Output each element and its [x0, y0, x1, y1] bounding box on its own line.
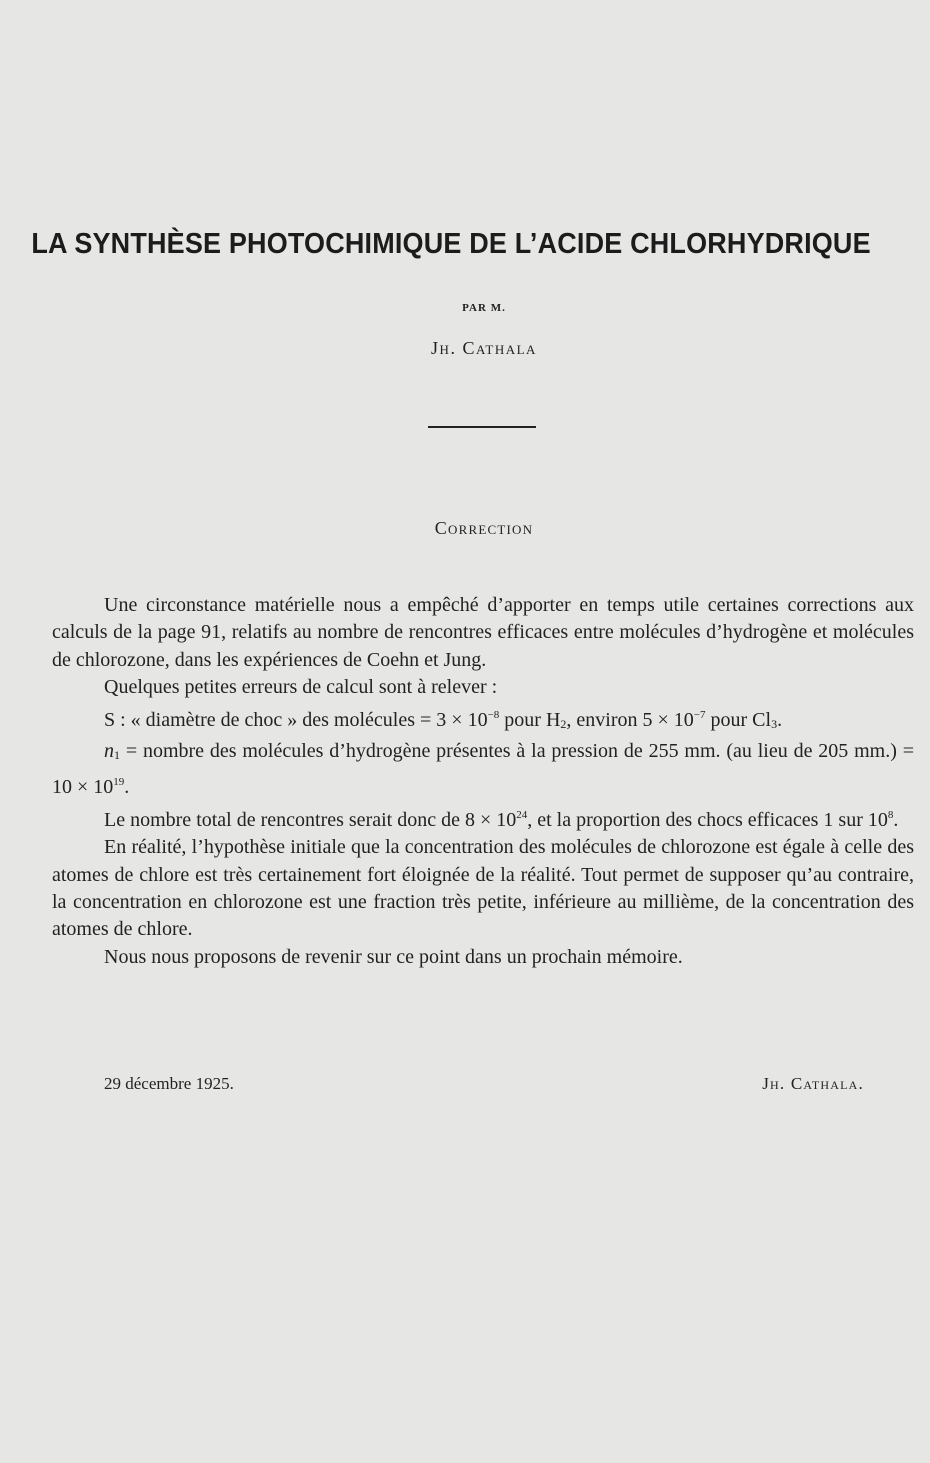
text: , environ 5 × 10 — [566, 708, 694, 731]
text: S : « diamètre de choc » des molécules = 3 × 10 — [104, 708, 488, 731]
byline: PAR M. — [462, 302, 506, 314]
exponent: −7 — [693, 708, 706, 721]
text: . — [777, 708, 783, 731]
exponent: −8 — [487, 708, 500, 721]
signature: Jh. Cathala. — [762, 1074, 864, 1093]
date: 29 décembre 1925. — [104, 1074, 234, 1093]
paragraph-7: Nous nous proposons de revenir sur ce point dans un prochain mémoire. — [104, 945, 683, 968]
subscript: 1 — [114, 748, 120, 763]
exponent: 8 — [887, 808, 894, 821]
text: . — [893, 808, 899, 831]
text: Le nombre total de rencontres serait donc de 8 × 10 — [104, 808, 517, 831]
paragraph-1: Une circonstance matérielle nous a empêché d’apporter en temps utile certaines corrections aux calculs de la page 91, relatifs au nombre de rencontres efficaces entre molécules d’hydrogène et molécules de chlorozone, dans les expériences de Coehn et Jung. — [52, 594, 914, 671]
text: pour H — [499, 708, 561, 731]
exponent: 24 — [516, 808, 528, 821]
article-body — [52, 592, 914, 971]
section-title: Correction — [434, 518, 534, 538]
paragraph-4 — [52, 738, 914, 802]
text: pour Cl — [705, 708, 772, 731]
text: . — [124, 776, 130, 799]
subscript: 3 — [771, 716, 778, 731]
paragraph-3 — [52, 702, 914, 738]
title-divider — [428, 426, 536, 428]
text: = nombre des molécules d’hydrogène présentes à la pression de 255 mm. (au lieu de 205 mm.) = 10 × 10 — [52, 740, 914, 799]
article-title: LA SYNTHÈSE PHOTOCHIMIQUE DE L’ACIDE CHLORHYDRIQUE — [31, 228, 871, 260]
paragraph-5 — [52, 802, 914, 834]
subscript: 2 — [560, 716, 567, 731]
paragraph-2: Quelques petites erreurs de calcul sont à relever : — [104, 676, 498, 699]
exponent: 19 — [113, 776, 125, 789]
symbol: n — [104, 740, 114, 763]
paragraph-6: En réalité, l’hypothèse initiale que la concentration des molécules de chlorozone est égale à celle des atomes de chlore est très certainement fort éloignée de la réalité. Tout permet de supposer qu’au contraire, la concentration en chlorozone est une fraction très petite, inférieure au millième, de la concentration des atomes de chlore. — [52, 836, 914, 941]
text: , et la proportion des chocs efficaces 1 sur 10 — [527, 808, 888, 831]
author-name: Jh. Cathala — [431, 338, 537, 358]
